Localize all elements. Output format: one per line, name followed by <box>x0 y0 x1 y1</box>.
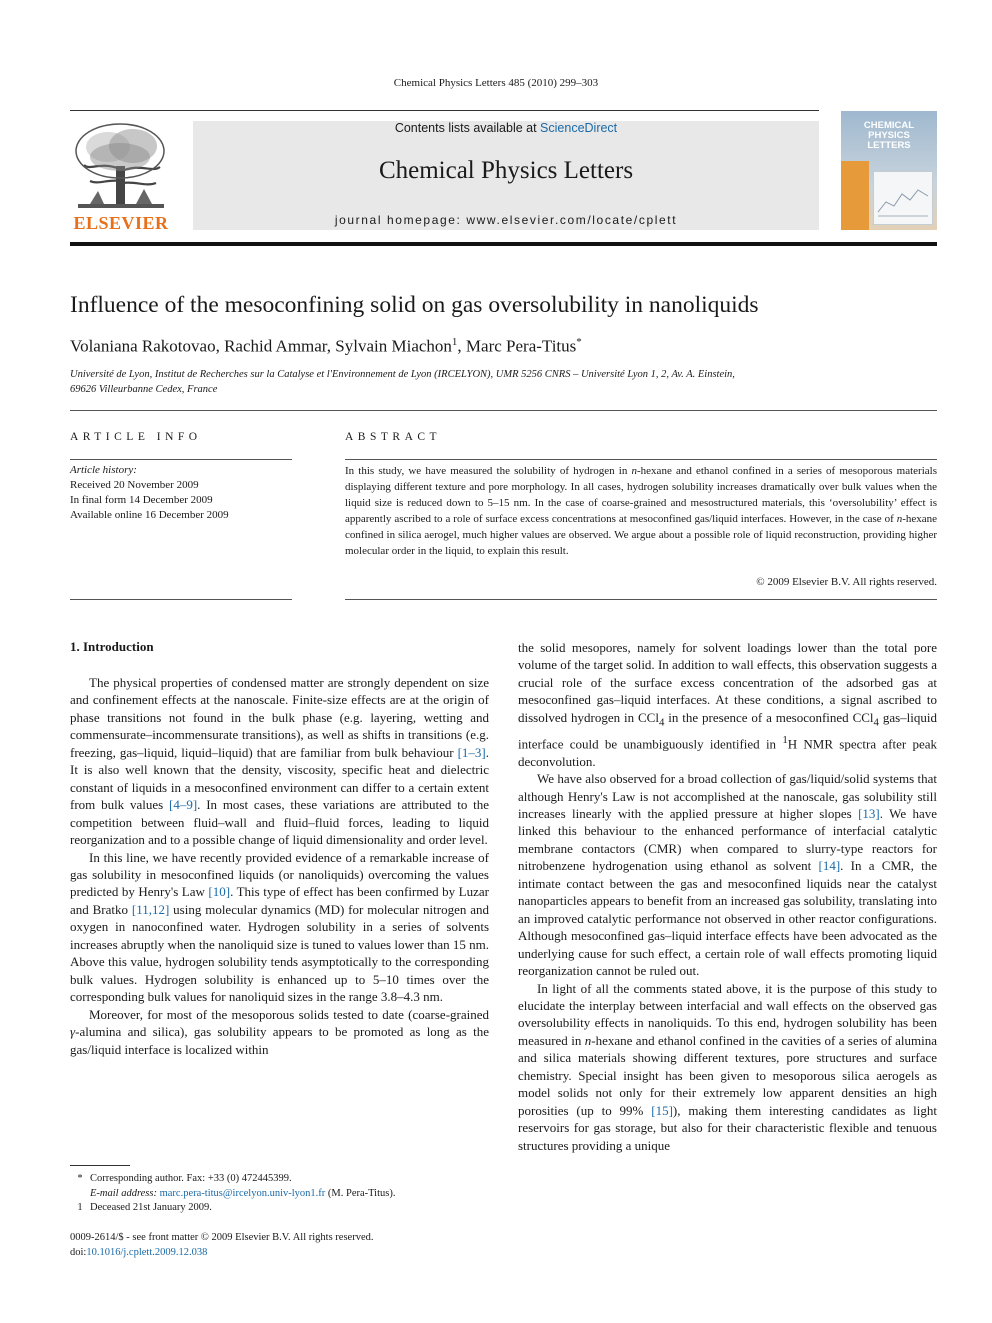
text-fragment: . We have linked this behaviour to the enhanced performance of interfacial catalytic membrane contactors (CMR) when compared to slurry-type reactors for nitrobenzene hydrogenation using ethanol as solvent <box>518 806 938 874</box>
abstract-rule <box>345 459 937 460</box>
section-heading-introduction: 1. Introduction <box>70 639 154 654</box>
footnote-email <box>70 1187 489 1202</box>
body-paragraph <box>70 849 489 1006</box>
text-fragment: -hexane and ethanol confined in the cavities of a series of alumina and silica materials showing different textures, pore structures and surface chemistry. Special insight has been given to mesoporous silica aerogels as model solids not only for their extremely low apparent densities an high porosities (up to 99% <box>518 1032 938 1118</box>
text-fragment: . In a CMR, the intimate contact between the gas and mesoconfined liquids near the catalyst nanoparticles appears to benefit from an increased gas solubility, translating into an improved catalytic performance not observed in other reactor configurations. Although mesoconfined gas–liquid interface effects have been advocated as the underlying cause for such effect, a certain role of wall effects promoting liquid reorganization cannot be ruled out. <box>518 858 937 979</box>
header-rule <box>70 110 819 111</box>
author-list <box>70 336 937 357</box>
text-fragment: Moreover, for most of the mesoporous solids tested to date (coarse-grained <box>89 1006 489 1022</box>
text-fragment: . In most cases, these variations are attributed to the competition between fluid–wall and fluid–fluid forces, leading to liquid reorganization and to a possible change of liquid dimensionality and order level. <box>70 797 489 848</box>
footnote-deceased <box>70 1201 489 1216</box>
article-history <box>70 463 292 523</box>
body-paragraph <box>70 1006 489 1058</box>
affiliation-line: Université de Lyon, Institut de Recherches sur la Catalyse et l'Environnement de Lyon (IRCELYON), UMR 5256 CNRS – Université Lyon 1, 2, Av. A. Einstein, <box>70 369 735 380</box>
subscript: 4 <box>658 716 665 729</box>
body-column-left <box>70 674 489 1058</box>
abstract-heading: ABSTRACT <box>345 431 442 443</box>
cover-title-line: LETTERS <box>867 140 911 151</box>
issn-line: 0009-2614/$ - see front matter © 2009 Elsevier B.V. All rights reserved. <box>70 1232 374 1243</box>
footnote-text: (M. Pera-Titus). <box>325 1187 396 1199</box>
footnote-text: Deceased 21st January 2009. <box>90 1202 212 1213</box>
footnote-text: Corresponding author. Fax: +33 (0) 472445399. <box>90 1173 292 1184</box>
info-rule <box>70 459 292 460</box>
abstract-italic: n <box>896 513 903 525</box>
author-names: , Marc Pera-Titus <box>457 336 577 356</box>
info-bottom-rule <box>70 599 292 600</box>
cover-title <box>841 121 937 151</box>
author-names: Volaniana Rakotovao, Rachid Ammar, Sylvain Miachon <box>70 336 452 356</box>
text-fragment: the solid mesopores, namely for solvent loadings lower than the total pore volume of the target solid. In addition to wall effects, this observation suggests a crucial role of the surface excess concentration of the adsorbed gas at mesoconfined gas–liquid interfaces. At these conditions, a signal ascribed to dissolved hydrogen in CCl <box>518 640 937 725</box>
body-paragraph <box>518 639 937 770</box>
text-fragment: . This type of effect has been confirmed by Luzar and Bratko <box>70 884 489 917</box>
greek-symbol: γ <box>70 1024 76 1040</box>
cover-title-line: CHEMICAL <box>863 120 915 131</box>
journal-citation: Chemical Physics Letters 485 (2010) 299–303 <box>393 77 599 89</box>
text-fragment: We have also observed for a broad collection of gas/liquid/solid systems that although Henry's Law is not accomplished at the nanoscale, gas solubility still increases linearly with the applied pressure at higher slopes <box>518 771 937 821</box>
body-paragraph <box>518 980 937 1155</box>
front-matter-footer <box>70 1231 489 1260</box>
footnotes <box>70 1172 489 1216</box>
reference-link[interactable]: [11,12] <box>131 901 170 917</box>
abstract-fragment: In this study, we have measured the solubility of hydrogen in <box>345 465 632 477</box>
history-online: Available online 16 December 2009 <box>70 509 229 521</box>
superscript: 1 <box>782 733 788 746</box>
reference-link[interactable]: [10] <box>208 884 231 900</box>
affiliation-line: 69626 Villeurbanne Cedex, France <box>70 384 218 395</box>
cover-orange-band <box>841 161 869 230</box>
cover-title-line: PHYSICS <box>868 130 910 141</box>
journal-cover-image <box>841 111 937 230</box>
sciencedirect-link[interactable]: ScienceDirect <box>540 121 618 135</box>
text-fragment: gas–liquid interface could be unambiguously identified in <box>518 709 938 752</box>
doi-link[interactable]: 10.1016/j.cplett.2009.12.038 <box>86 1246 208 1258</box>
text-fragment: H NMR spectra after peak deconvolution. <box>518 736 937 769</box>
italic-text: n <box>584 1032 592 1048</box>
text-fragment: . It is also well known that the density, viscosity, specific heat and dielectric constant of liquids in a mesoconfined environment can differ to a certain extent from bulk values <box>70 744 489 813</box>
text-fragment: in the presence of a mesoconfined CCl <box>664 709 874 725</box>
reference-link[interactable]: [1–3] <box>457 744 486 760</box>
history-label: Article history: <box>70 464 137 476</box>
author-affiliation <box>70 367 830 397</box>
history-final-form: In final form 14 December 2009 <box>70 494 213 506</box>
abstract-fragment: -hexane confined in silica aerogel, much higher values are observed. We argue about a possible role of liquid reconstruction, providing higher molecular order in the liquid, to explain this result. <box>345 513 937 557</box>
masthead-bottom-rule <box>70 242 937 246</box>
footnote-corresponding <box>70 1172 489 1187</box>
abstract-bottom-rule <box>345 599 937 600</box>
reference-link[interactable]: [14] <box>818 858 841 874</box>
text-fragment: -alumina and silica), gas solubility appears to be promoted as long as the gas/liquid interface is localized within <box>70 1024 489 1057</box>
body-paragraph <box>70 674 489 849</box>
text-fragment: ), making them interesting candidates as light reservoirs for gas storage, but also for their characteristic flexible and tenuous structures providing a unique <box>518 1102 937 1153</box>
reference-link[interactable]: [13] <box>858 806 880 821</box>
footnote-mark: * <box>77 1173 83 1184</box>
title-separator <box>70 410 937 411</box>
text-fragment: In light of all the comments stated above, it is the purpose of this study to elucidate the interplay between interfacial and wall effects on the observed gas oversolubility effects in nanoliquids. To this end, hydrogen solubility has been measured in <box>518 980 937 1048</box>
footnote-rule <box>70 1165 130 1166</box>
body-column-right <box>518 639 937 1154</box>
cover-figure-panel <box>873 171 933 225</box>
elsevier-wordmark: ELSEVIER <box>73 213 169 233</box>
email-label: E-mail address: <box>90 1187 160 1199</box>
article-info-heading: ARTICLE INFO <box>70 431 202 443</box>
journal-homepage[interactable]: journal homepage: www.elsevier.com/locate/cplett <box>334 213 678 227</box>
email-link[interactable]: marc.pera-titus@ircelyon.univ-lyon1.fr <box>159 1187 326 1199</box>
subscript: 4 <box>873 716 879 729</box>
abstract-fragment: -hexane and ethanol confined in a series of mesoporous materials displaying different texture and pore morphology. In all cases, hydrogen solubility increases dramatically over bulk values when the liquid size is reduced down to 5–15 nm. In the case of coarse-grained and mesostructured materials, this ‘oversolubility’ effect is apparently ascribed to a role of surface excess concentrations at mesoconfined gas/liquid interfaces. However, in the case of <box>345 465 937 525</box>
contents-line <box>193 121 819 135</box>
abstract-italic: n <box>631 465 638 477</box>
abstract-copyright: © 2009 Elsevier B.V. All rights reserved. <box>756 576 937 588</box>
reference-link[interactable]: [4–9] <box>168 797 198 813</box>
footnote-mark: 1 <box>77 1202 83 1213</box>
doi-label: doi: <box>70 1246 87 1258</box>
body-paragraph <box>518 770 937 979</box>
contents-prefix: Contents lists available at <box>394 121 541 135</box>
corresponding-author-marker[interactable]: * <box>576 336 582 348</box>
reference-link[interactable]: [15] <box>651 1102 673 1118</box>
text-fragment: In this line, we have recently provided evidence of a remarkable increase of gas solubility in mesoconfined liquids (or nanoliquids) overcoming the values predicted by Henry's Law <box>70 849 489 900</box>
abstract-text <box>345 463 937 559</box>
text-fragment: The physical properties of condensed matter are strongly dependent on size and confinement effects at the nanoscale. Finite-size effects are at the origin of phase transitions not found in the bulk phase (e.g. layering, wetting and commensurate–incommensurate transitions), as well as shifts in transitions (e.g. freezing, gas–liquid, liquid–liquid) that are familiar from bulk behaviour <box>70 675 489 760</box>
article-title: Influence of the mesoconfining solid on gas oversolubility in nanoliquids <box>70 292 759 318</box>
text-fragment: using molecular dynamics (MD) for molecular nitrogen and oxygen in nanoconfined water. Hydrogen solubility in a series of solvents increases abruptly when the nanoliquid size is tuned to values lower than 15 nm. Above this value, hydrogen solubility tends asymptotically to the corresponding bulk values. Hydrogen solubility is enhanced up to 5–10 times over the corresponding bulk values for nanoliquid sizes in the range 3.8–4.3 nm. <box>70 901 489 1005</box>
journal-name: Chemical Physics Letters <box>378 157 634 184</box>
history-received: Received 20 November 2009 <box>70 479 199 491</box>
footnote-marker[interactable]: 1 <box>451 336 458 348</box>
doi-line <box>70 1246 489 1261</box>
